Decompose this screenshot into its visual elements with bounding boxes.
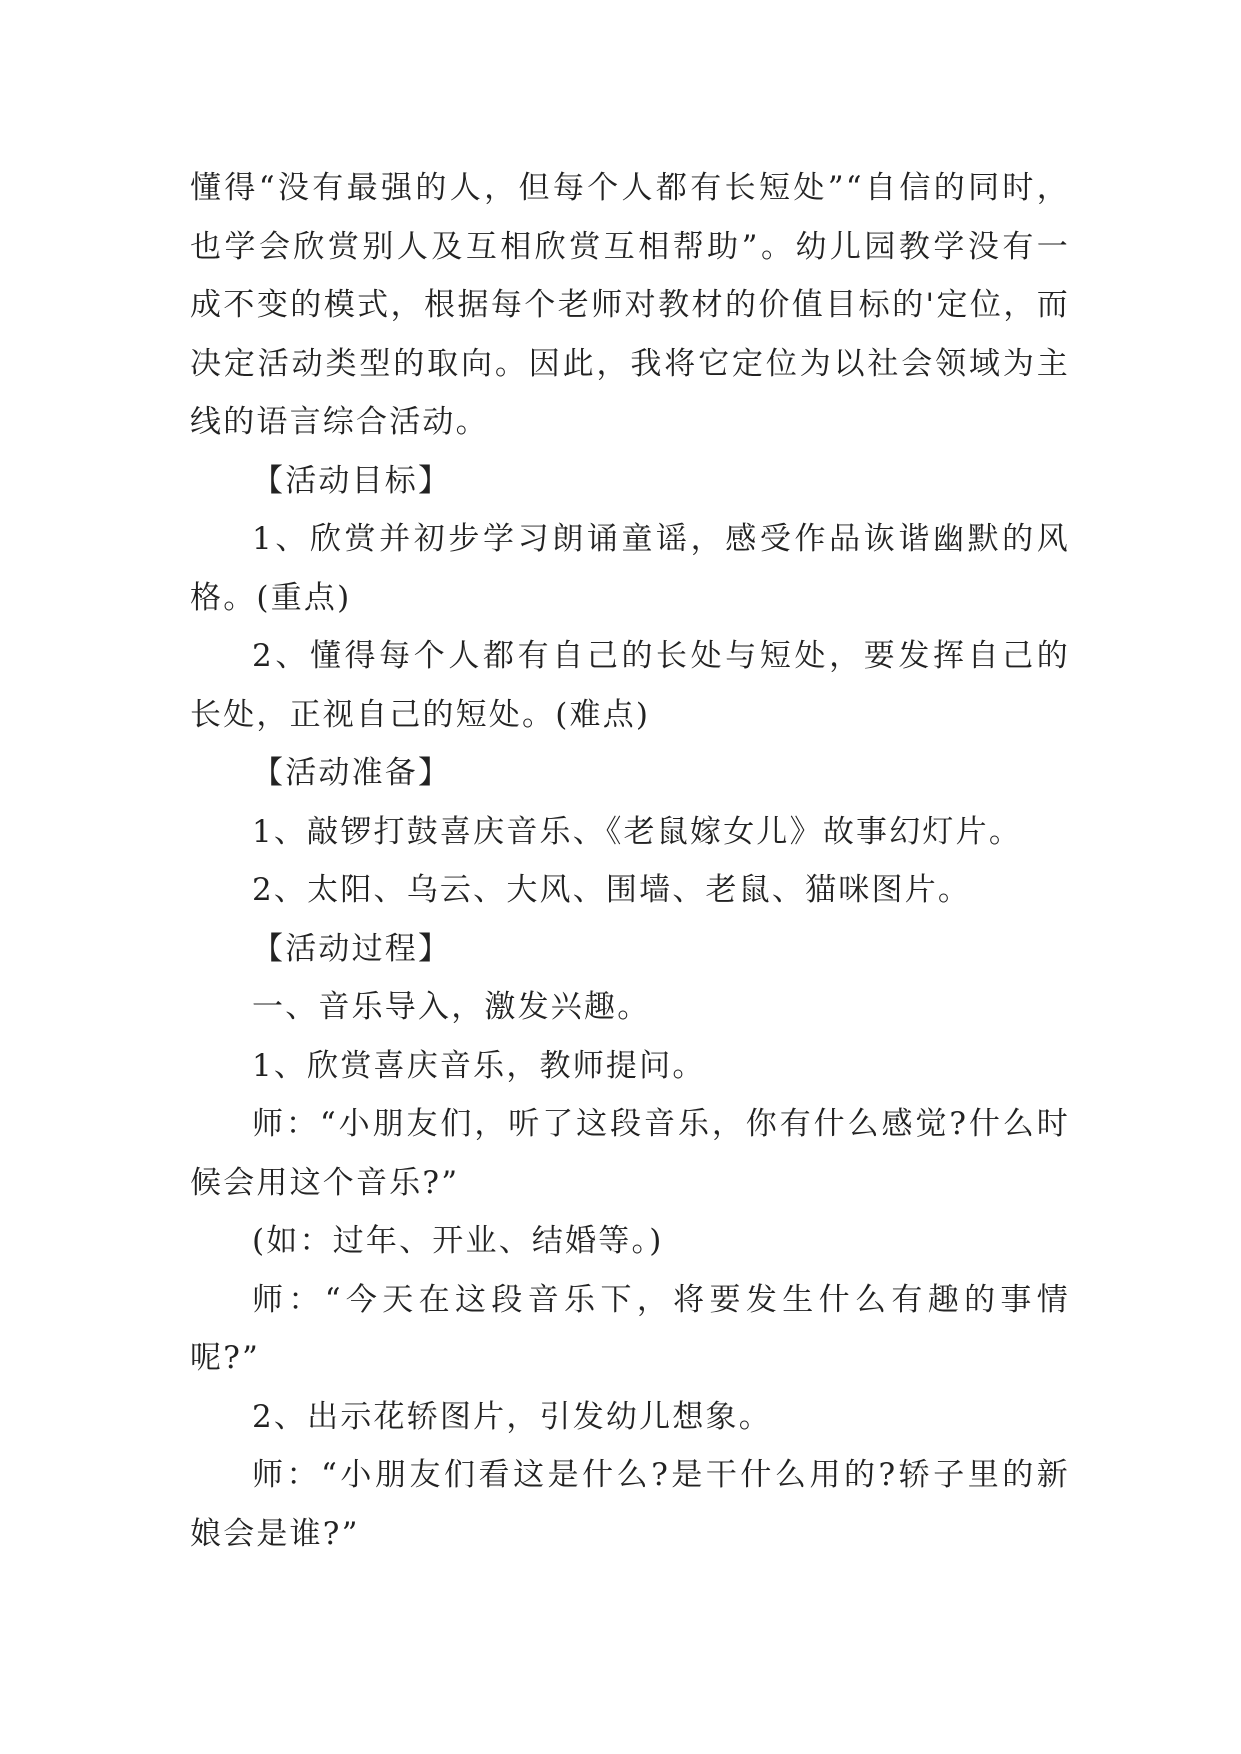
teacher-question-3: 师：“小朋友们看这是什么?是干什么用的?轿子里的新娘会是谁?” [190, 1457, 1070, 1552]
paragraph-intro: 懂得“没有最强的人，但每个人都有长短处”“自信的同时，也学会欣赏别人及互相欣赏互相帮助”。幼儿园教学没有一成不变的模式，根据每个老师对教材的价值目标的'定位，而决定活动类型的取向。因此，我将它定位为以社会领域为主线的语言综合活动。 [190, 170, 1070, 440]
process-substep-2: 2、出示花轿图片，引发幼儿想象。 [252, 1398, 772, 1435]
process-step-1: 一、音乐导入，激发兴趣。 [252, 989, 651, 1025]
example-answers: (如：过年、开业、结婚等。) [252, 1223, 664, 1259]
goal-item-2: 2、懂得每个人都有自己的长处与短处，要发挥自己的长处，正视自己的短处。(难点) [190, 638, 1070, 733]
document-body [190, 159, 1070, 1563]
preparation-item-1: 1、敲锣打鼓喜庆音乐、《老鼠嫁女儿》故事幻灯片。 [252, 813, 1023, 850]
teacher-question-1: 师：“小朋友们，听了这段音乐，你有什么感觉?什么时候会用这个音乐?” [190, 1106, 1070, 1201]
preparation-item-2: 2、太阳、乌云、大风、围墙、老鼠、猫咪图片。 [252, 872, 972, 908]
heading-activity-goals: 【活动目标】 [252, 462, 452, 499]
teacher-question-2: 师：“今天在这段音乐下，将要发生什么有趣的事情呢?” [190, 1281, 1070, 1376]
goal-item-1: 1、欣赏并初步学习朗诵童谣，感受作品诙谐幽默的风格。(重点) [190, 521, 1070, 616]
heading-activity-process: 【活动过程】 [252, 930, 452, 967]
heading-activity-preparation: 【活动准备】 [252, 755, 452, 791]
process-substep-1: 1、欣赏喜庆音乐，教师提问。 [252, 1047, 706, 1084]
